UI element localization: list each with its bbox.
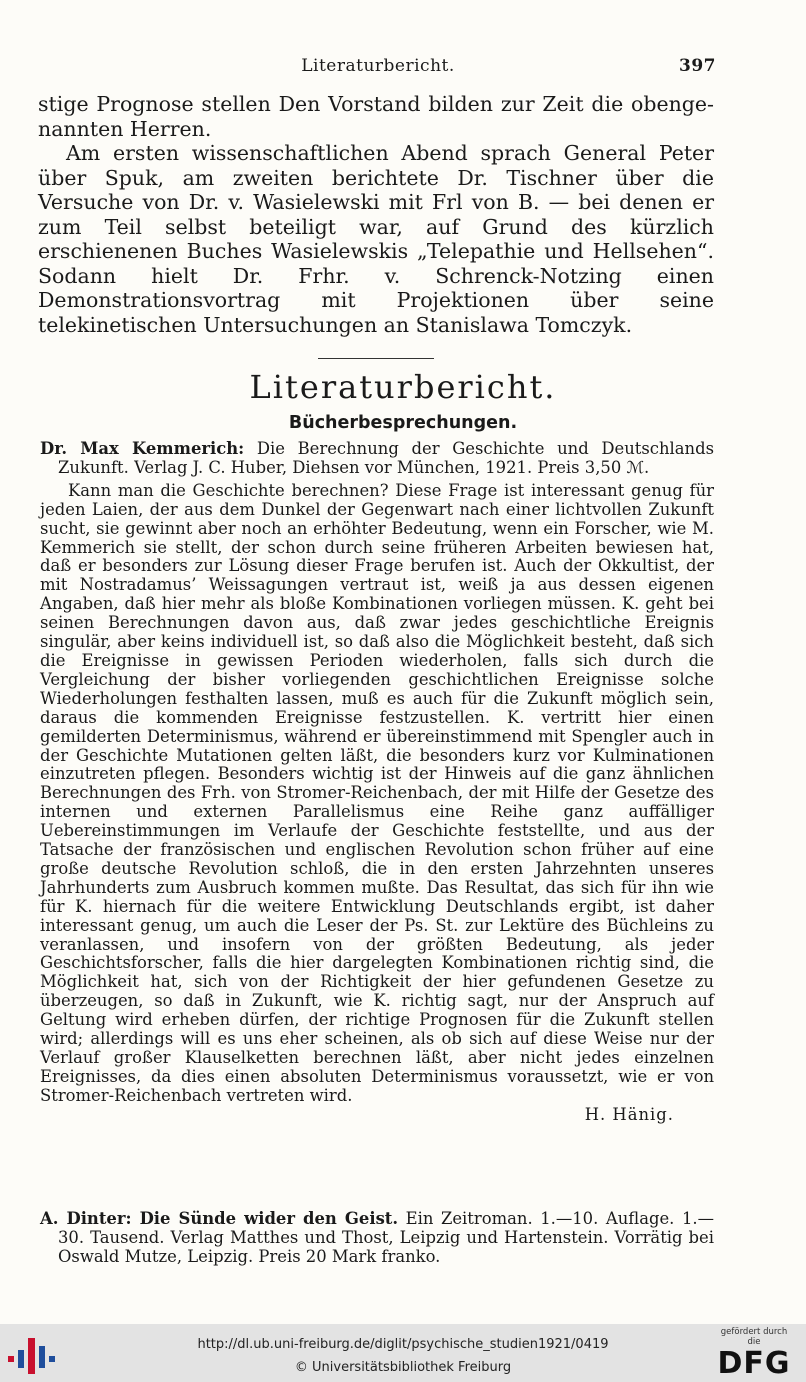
subsection-title: Bücherbesprechungen.	[288, 413, 518, 433]
copyright-notice: © Universitätsbibliothek Freiburg	[294, 1360, 512, 1375]
dfg-sponsor	[714, 1327, 794, 1381]
intro-paragraph: stige Prognose stellen Den Vorstand bilden zur Zeit die obenge-nannten Herren.	[38, 92, 714, 141]
review-heading	[40, 440, 714, 478]
intro-text	[38, 92, 714, 337]
library-footer	[0, 1324, 806, 1382]
review-signature: H. Hänig.	[584, 1104, 674, 1124]
review-citation: Ein Zeitroman. 1.—10. Auflage. 1.—30. Tausend. Verlag Matthes und Thost, Leipzig und Hartenstein. Vorrätig bei Oswald Mutze, Leipzig. Preis 20 Mark franko.	[58, 1209, 714, 1266]
review-heading	[40, 1210, 714, 1267]
dfg-logo-icon: DFG	[717, 1346, 791, 1381]
review-author: Dr. Max Kemmerich:	[40, 439, 245, 458]
review-kemmerich	[40, 440, 714, 1125]
intro-paragraph: Am ersten wissenschaftlichen Abend sprach General Peter über Spuk, am zweiten berichtete Dr. Tischner über die Versuche von Dr. v. Wasielewski mit Frl von B. — bei denen er zum Teil selbst beteiligt war, auf Grund des kürzlich erschienenen Buches Wasielewskis „Telepathie und Hellsehen“. Sodann hielt Dr. Frhr. v. Schrenck-Notzing einen Demonstrationsvortrag mit Projektionen über seine telekinetischen Untersuchungen an Stanislawa Tomczyk.	[38, 141, 714, 337]
section-divider	[318, 358, 434, 359]
review-body: Kann man die Geschichte berechnen? Diese Frage ist interessant genug für jeden Laien, der aus dem Dunkel der Gegenwart nach einer lichtvollen Zukunft sucht, sie gewinnt aber noch an erhöhter Bedeutung, wenn ein Forscher, wie M. Kemmerich sie stellt, der schon durch seine früheren Arbeiten bewiesen hat, daß er besonders zur Lösung dieser Frage berufen ist. Auch der Okkultist, der mit Nostradamus’ Weissagungen vertraut ist, weiß ja aus dessen eigenen Angaben, daß hier mehr als bloße Kombinationen vorliegen müssen. K. geht bei seinen Berechnungen davon aus, daß zwar jedes geschichtliche Ereignis singulär, aber keins individuell ist, so daß also die Möglichkeit besteht, daß sich die Ereignisse in gewissen Perioden wiederholen, falls sich durch die Vergleichung der bisher vorliegenden geschichtlichen Ereignisse solche Wiederholungen festhalten lassen, muß es auch für die Zukunft möglich sein, daraus die kommenden Ereignisse festzustellen. K. vertritt hier einen gemilderten Determinismus, während er übereinstimmend mit Spengler auch in der Geschichte Mutationen gelten läßt, die besonders kurz vor Kulminationen einzutreten pflegen. Besonders wichtig ist der Hinweis auf die ganz ähnlichen Berechnungen des Frh. von Stromer-Reichenbach, der mit Hilfe der Gesetze des internen und externen Parallelismus eine Reihe ganz auffälliger Uebereinstimmungen im Verlaufe der Geschichte feststellte, und aus der Tatsache der französischen und englischen Revolution schon früher auf eine große deutsche Revolution schloß, die in den ersten Jahrzehnten unseres Jahrhunderts zum Ausbruch kommen mußte. Das Resultat, das sich für ihn wie für K. hiernach für die weitere Entwicklung Deutschlands ergibt, ist daher interessant genug, um auch die Leser der Ps. St. zur Lektüre des Büchleins zu veranlassen, und insofern von der größten Bedeutung, als jeder Geschichtsforscher, falls die hier dargelegten Kombinationen richtig sind, die Möglichkeit hat, sich von der Richtigkeit der hier gefundenen Gesetze zu überzeugen, so daß in Zukunft, wie K. richtig sagt, nur der Anspruch auf Geltung wird erheben dürfen, der richtige Prognosen für die Zukunft stellen wird; allerdings will es uns eher scheinen, als ob sich auf diese Weise nur der Verlauf großer Klauselketten berechnen läßt, aber nicht jedes einzelnen Ereignisses, da dies einen absoluten Determinismus voraussetzt, wie er von Stromer-Reichenbach vertreten wird.	[40, 480, 714, 1105]
permalink-url[interactable]: http://dl.ub.uni-freiburg.de/diglit/psychische_studien1921/0419	[197, 1337, 609, 1352]
review-citation: Die Berechnung der Geschichte und Deutschlands Zukunft. Verlag J. C. Huber, Diehsen vor München, 1921. Preis 3,50 ℳ.	[58, 439, 714, 477]
page-number: 397	[679, 56, 716, 76]
running-head-title: Literaturbericht.	[301, 56, 455, 76]
review-author: A. Dinter: Die Sünde wider den Geist.	[40, 1209, 399, 1228]
section-title: Literaturbericht.	[249, 368, 557, 406]
review-dinter	[40, 1210, 714, 1267]
sponsor-text: gefördert durch die	[720, 1327, 788, 1347]
